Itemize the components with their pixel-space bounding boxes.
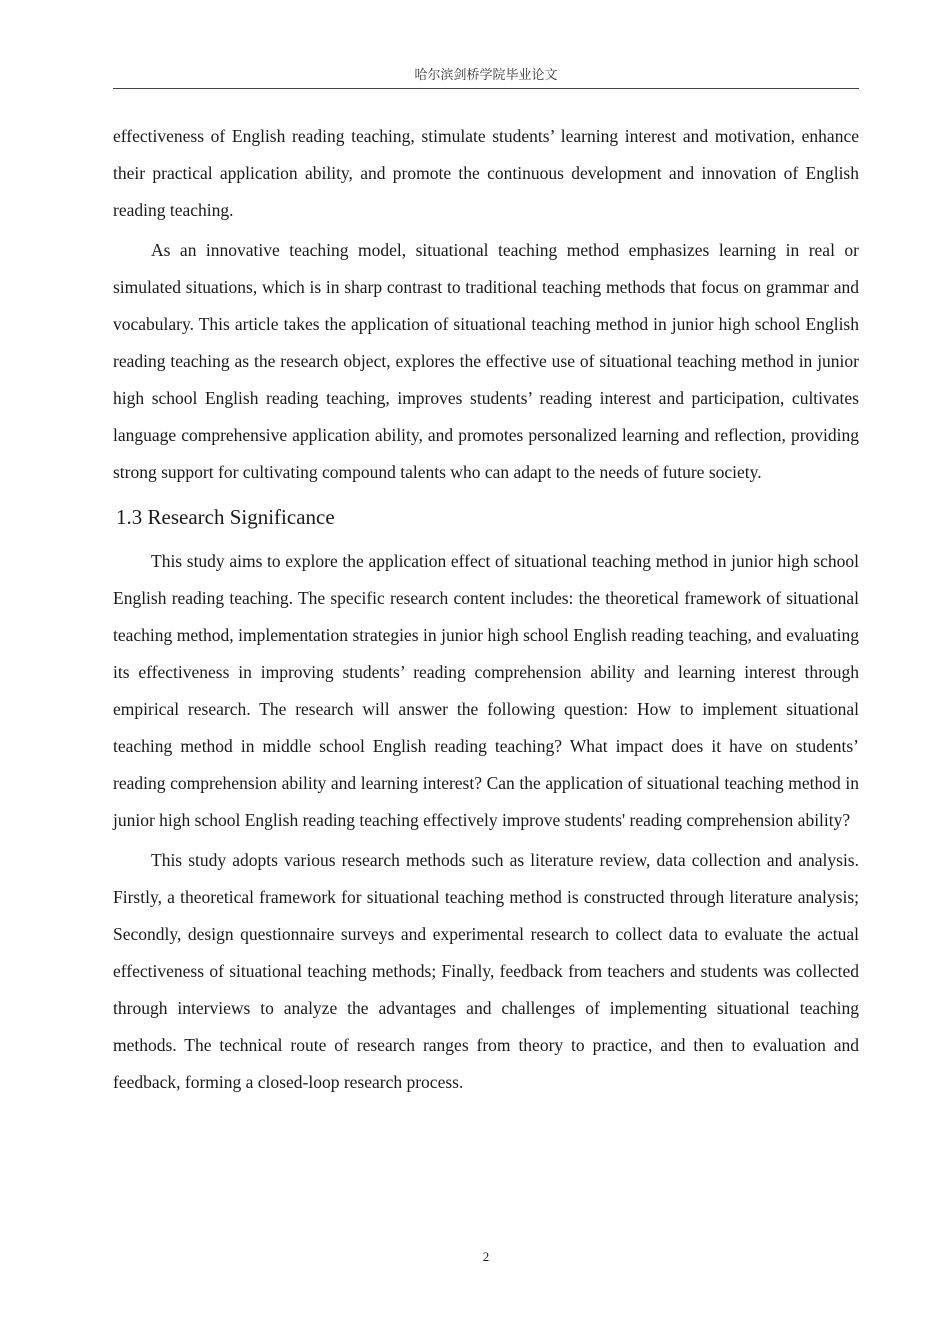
paragraph-study-aims: This study aims to explore the application effect of situational teaching method in junior high school English reading teaching. The specific research content includes: the theoretical framework of situational teaching method, implementation strategies in junior high school English reading teaching, and evaluating its effectiveness in improving students’ reading comprehension ability and learning interest through empirical research. The research will answer the following question: How to implement situational teaching method in middle school English reading teaching? What impact does it have on students’ reading comprehension ability and learning interest? Can the application of situational teaching method in junior high school English reading teaching effectively improve students' reading comprehension ability? — [113, 551, 859, 830]
paragraph-research-methods: This study adopts various research methods such as literature review, data collection and analysis. Firstly, a theoretical framework for situational teaching method is constructed through literature analysis; Secondly, design questionnaire surveys and experimental research to collect data to evaluate the actual effectiveness of situational teaching methods; Finally, feedback from teachers and students was collected through interviews to analyze the advantages and challenges of implementing situational teaching methods. The technical route of research ranges from theory to practice, and then to evaluation and feedback, forming a closed-loop research process. — [113, 850, 859, 1092]
section-heading: 1.3 Research Significance — [116, 505, 335, 529]
paragraph-situational-method: As an innovative teaching model, situational teaching method emphasizes learning in real or simulated situations, which is in sharp contrast to traditional teaching methods that focus on grammar and vocabulary. This article takes the application of situational teaching method in junior high school English reading teaching as the research object, explores the effective use of situational teaching method in junior high school English reading teaching, improves students’ reading interest and participation, cultivates language comprehensive application ability, and promotes personalized learning and reflection, providing strong support for cultivating compound talents who can adapt to the needs of future society. — [113, 240, 859, 482]
running-header: 哈尔滨剑桥学院毕业论文 — [414, 67, 558, 82]
body-text — [113, 118, 859, 1101]
paragraph-continued: effectiveness of English reading teaching, stimulate students’ learning interest and motivation, enhance their practical application ability, and promote the continuous development and innovation of English reading teaching. — [113, 126, 859, 220]
header-rule — [113, 88, 859, 89]
page-number: 2 — [482, 1249, 490, 1264]
